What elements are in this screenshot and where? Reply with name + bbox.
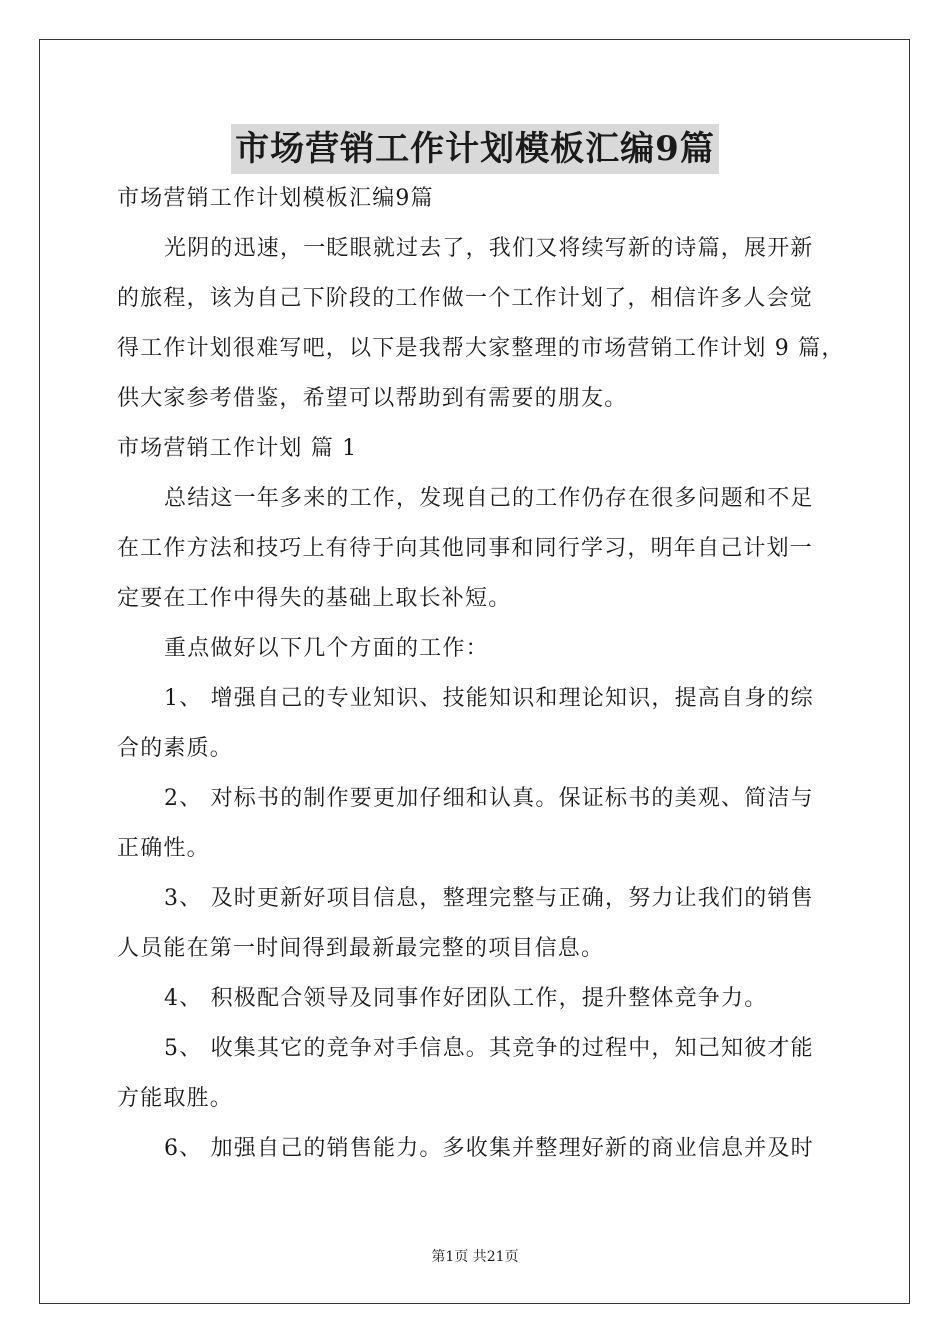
page-number-footer: 第1页 共21页 bbox=[431, 1249, 519, 1265]
title-container bbox=[0, 124, 950, 174]
list-item-continued: 人员能在第一时间得到最新最完整的项目信息。 bbox=[117, 936, 605, 961]
list-item-continued: 正确性。 bbox=[117, 836, 210, 861]
paragraph-line: 的旅程，该为自己下阶段的工作做一个工作计划了，相信许多人会觉 bbox=[117, 286, 814, 311]
paragraph-line: 得工作计划很难写吧，以下是我帮大家整理的市场营销工作计划 9 篇， bbox=[117, 336, 845, 361]
paragraph-line: 总结这一年多来的工作，发现自己的工作仍存在很多问题和不足 bbox=[164, 486, 814, 511]
list-item: 3、 及时更新好项目信息，整理完整与正确，努力让我们的销售 bbox=[164, 886, 814, 911]
list-item: 5、 收集其它的竞争对手信息。其竞争的过程中，知己知彼才能 bbox=[164, 1036, 814, 1061]
section-heading: 市场营销工作计划 篇 1 bbox=[117, 436, 358, 461]
paragraph-line: 重点做好以下几个方面的工作： bbox=[164, 636, 489, 661]
paragraph-line: 定要在工作中得失的基础上取长补短。 bbox=[117, 586, 512, 611]
document-subtitle: 市场营销工作计划模板汇编9篇 bbox=[117, 186, 434, 211]
list-item-continued: 方能取胜。 bbox=[117, 1086, 234, 1111]
page-border bbox=[39, 39, 910, 1304]
paragraph-line: 光阴的迅速，一眨眼就过去了，我们又将续写新的诗篇，展开新 bbox=[164, 236, 814, 261]
list-item-continued: 合的素质。 bbox=[117, 736, 234, 761]
list-item: 6、 加强自己的销售能力。多收集并整理好新的商业信息并及时 bbox=[164, 1136, 814, 1161]
document-title: 市场营销工作计划模板汇编9篇 bbox=[231, 124, 719, 174]
list-item: 1、 增强自己的专业知识、技能知识和理论知识，提高自身的综 bbox=[164, 686, 814, 711]
paragraph-line: 在工作方法和技巧上有待于向其他同事和同行学习，明年自己计划一 bbox=[117, 536, 814, 561]
list-item: 4、 积极配合领导及同事作好团队工作，提升整体竞争力。 bbox=[164, 986, 768, 1011]
list-item: 2、 对标书的制作要更加仔细和认真。保证标书的美观、简洁与 bbox=[164, 786, 814, 811]
paragraph-line: 供大家参考借鉴，希望可以帮助到有需要的朋友。 bbox=[117, 386, 628, 411]
